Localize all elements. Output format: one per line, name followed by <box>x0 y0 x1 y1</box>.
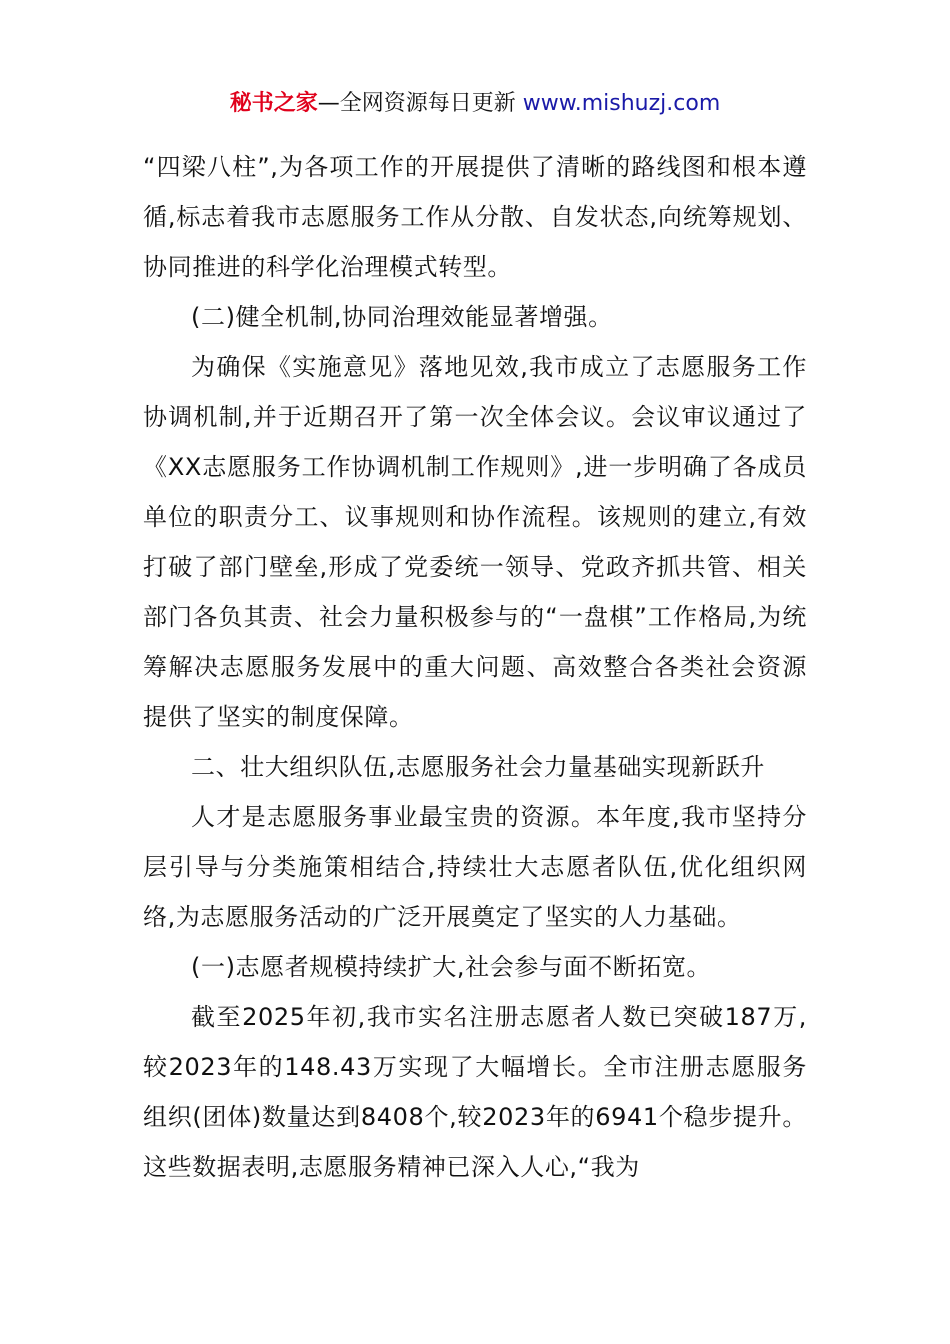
site-header <box>0 88 950 120</box>
site-url-link[interactable]: www.mishuzj.com <box>522 91 721 116</box>
subheading-volunteer-scale: (一)志愿者规模持续扩大,社会参与面不断拓宽。 <box>191 953 712 981</box>
section-heading-organization: 二、壮大组织队伍,志愿服务社会力量基础实现新跃升 <box>191 753 766 781</box>
paragraph-mechanism: 为确保《实施意见》落地见效,我市成立了志愿服务工作协调机制,并于近期召开了第一次全体会议。会议审议通过了《XX志愿服务工作协调机制工作规则》,进一步明确了各成员单位的职责分工、议事规则和协作流程。该规则的建立,有效打破了部门壁垒,形成了党委统一领导、党政齐抓共管、相关部门各负其责、社会力量积极参与的“一盘棋”工作格局,为统筹解决志愿服务发展中的重大问题、高效整合各类社会资源提供了坚实的制度保障。 <box>143 353 807 731</box>
header-tagline: —全网资源每日更新 <box>317 91 523 116</box>
document-body <box>143 142 807 1192</box>
paragraph-talent: 人才是志愿服务事业最宝贵的资源。本年度,我市坚持分层引导与分类施策相结合,持续壮大志愿者队伍,优化组织网络,为志愿服务活动的广泛开展奠定了坚实的人力基础。 <box>143 803 807 931</box>
paragraph-volunteer-stats: 截至2025年初,我市实名注册志愿者人数已突破187万,较2023年的148.43万实现了大幅增长。全市注册志愿服务组织(团体)数量达到8408个,较2023年的6941个稳步提升。这些数据表明,志愿服务精神已深入人心,“我为 <box>143 1003 807 1181</box>
brand-name: 秘书之家 <box>229 91 318 116</box>
paragraph-continued: “四梁八柱”,为各项工作的开展提供了清晰的路线图和根本遵循,标志着我市志愿服务工作从分散、自发状态,向统筹规划、协同推进的科学化治理模式转型。 <box>143 153 807 281</box>
subheading-mechanism: (二)健全机制,协同治理效能显著增强。 <box>191 303 613 331</box>
